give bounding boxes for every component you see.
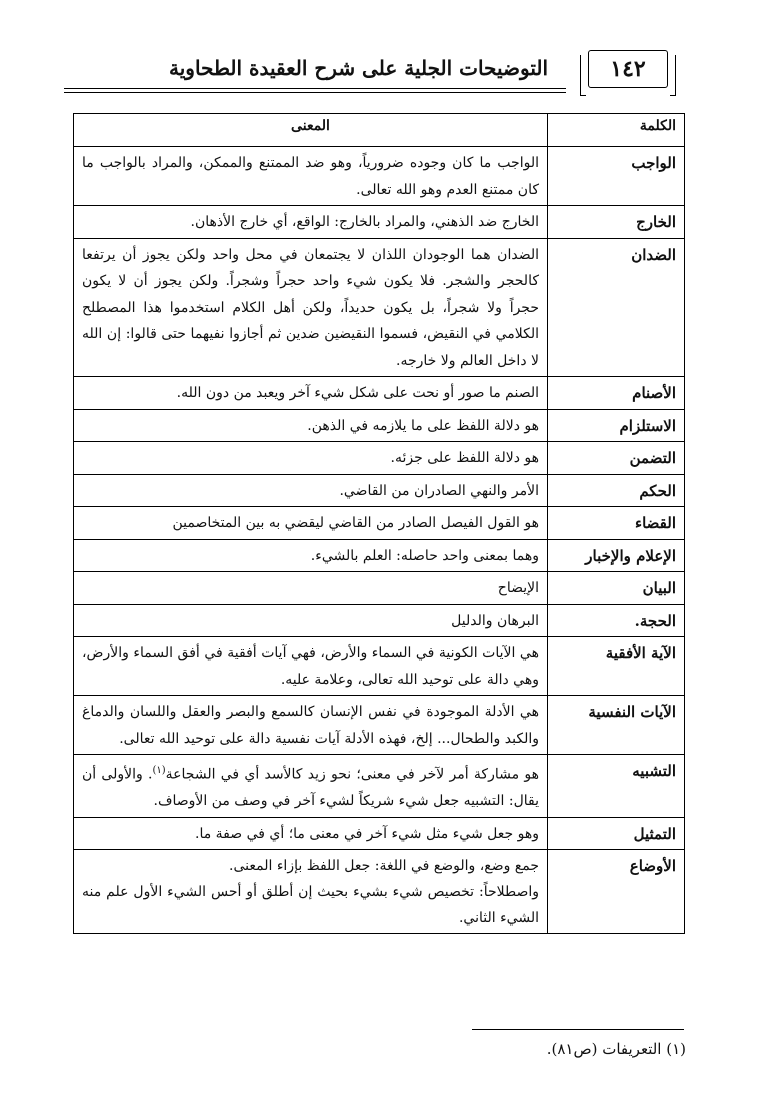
term-cell: الحكم xyxy=(548,474,685,507)
table-row xyxy=(74,755,685,818)
table-row xyxy=(74,817,685,850)
definition-text: هو مشاركة أمر لآخر في معنى؛ نحو زيد كالأسد أي في الشجاعة xyxy=(165,766,539,783)
definition-line: جمع وضع، والوضع في اللغة: جعل اللفظ بإزاء المعنى. xyxy=(229,858,539,875)
term-cell: الآية الأفقية xyxy=(548,637,685,696)
table-row xyxy=(74,850,685,934)
table-row xyxy=(74,507,685,540)
definition-cell: هي الآيات الكونية في السماء والأرض، فهي آيات أفقية في أفق السماء والأرض، وهي دالة على توحيد الله تعالى، وعلامة عليه. xyxy=(74,637,548,696)
footnote: (١) التعريفات (ص٨١). xyxy=(546,1040,686,1058)
term-cell: الواجب xyxy=(548,147,685,206)
table-row xyxy=(74,147,685,206)
table-row xyxy=(74,539,685,572)
definition-cell: هو القول الفيصل الصادر من القاضي ليقضي به بين المتخاصمين xyxy=(74,507,548,540)
definition-cell: الواجب ما كان وجوده ضرورياً، وهو ضد الممتنع والممكن، والمراد بالواجب ما كان ممتنع العدم وهو الله تعالى. xyxy=(74,147,548,206)
definition-line: واصطلاحاً: تخصيص شيء بشيء بحيث إن أطلق أو أحس الشيء الأول علم منه الشيء الثاني. xyxy=(82,884,539,927)
table-row xyxy=(74,604,685,637)
term-cell: الحجة. xyxy=(548,604,685,637)
definition-cell: الضدان هما الوجودان اللذان لا يجتمعان في محل واحد ولكن يجوز أن يرتفعا كالحجر والشجر. فلا يكون شيء واحد حجراً وشجراً. ولكن يجوز أن لا يكون حجراً ولا شجراً، بل يكون حديداً، ولكن أهل الكلام استخدموا هذا المصطلح الكلامي في النقيض، فسموا النقيضين ضدين ثم أجازوا نفيهما حتى قالوا: إن الله لا داخل العالم ولا خارجه. xyxy=(74,238,548,377)
table-row xyxy=(74,474,685,507)
term-cell: الضدان xyxy=(548,238,685,377)
definition-cell: الإيضاح xyxy=(74,572,548,605)
definition-text-cont: . والأولى أن يقال: التشبيه جعل شيء شريكاً لشيء آخر في وصف من الأوصاف. xyxy=(82,766,539,810)
term-cell: الخارج xyxy=(548,206,685,239)
term-cell: التشبيه xyxy=(548,755,685,818)
term-cell: البيان xyxy=(548,572,685,605)
table-row xyxy=(74,572,685,605)
term-cell: الإعلام والإخبار xyxy=(548,539,685,572)
term-cell: الأصنام xyxy=(548,377,685,410)
column-header-word: الكلمة xyxy=(548,114,685,147)
table-row xyxy=(74,442,685,475)
definition-cell: هو دلالة اللفظ على ما يلازمه في الذهن. xyxy=(74,409,548,442)
definition-cell: هي الأدلة الموجودة في نفس الإنسان كالسمع والبصر والعقل واللسان والدماغ والكبد والطحال... إلخ، فهذه الأدلة آيات نفسية دالة على توحيد الله تعالى. xyxy=(74,696,548,755)
term-cell: الآيات النفسية xyxy=(548,696,685,755)
table-row xyxy=(74,409,685,442)
term-cell: القضاء xyxy=(548,507,685,540)
table-row xyxy=(74,206,685,239)
definition-cell: البرهان والدليل xyxy=(74,604,548,637)
definition-cell: الصنم ما صور أو نحت على شكل شيء آخر ويعبد من دون الله. xyxy=(74,377,548,410)
term-cell: التضمن xyxy=(548,442,685,475)
definition-cell: الأمر والنهي الصادران من القاضي. xyxy=(74,474,548,507)
term-cell: التمثيل xyxy=(548,817,685,850)
footnote-separator xyxy=(472,1029,684,1030)
running-title: التوضيحات الجلية على شرح العقيدة الطحاوية xyxy=(169,56,548,80)
table-row xyxy=(74,637,685,696)
definition-cell: الخارج ضد الذهني، والمراد بالخارج: الواقع، أي خارج الأذهان. xyxy=(74,206,548,239)
definition-cell xyxy=(74,755,548,818)
footnote-marker[interactable]: (١) xyxy=(152,765,166,776)
table-header-row xyxy=(74,114,685,147)
definition-cell: هو دلالة اللفظ على جزئه. xyxy=(74,442,548,475)
term-cell: الأوضاع xyxy=(548,850,685,934)
column-header-meaning: المعنى xyxy=(74,114,548,147)
term-cell: الاستلزام xyxy=(548,409,685,442)
definition-cell xyxy=(74,850,548,934)
definition-cell: وهما بمعنى واحد حاصله: العلم بالشيء. xyxy=(74,539,548,572)
glossary-table xyxy=(73,113,685,934)
page-header xyxy=(64,46,686,98)
page-number: ١٤٢ xyxy=(588,50,668,88)
table-row xyxy=(74,238,685,377)
table-row xyxy=(74,696,685,755)
header-rule xyxy=(64,88,566,89)
table-row xyxy=(74,377,685,410)
header-rule-double xyxy=(64,92,566,93)
definition-cell: وهو جعل شيء مثل شيء آخر في معنى ما؛ أي في صفة ما. xyxy=(74,817,548,850)
